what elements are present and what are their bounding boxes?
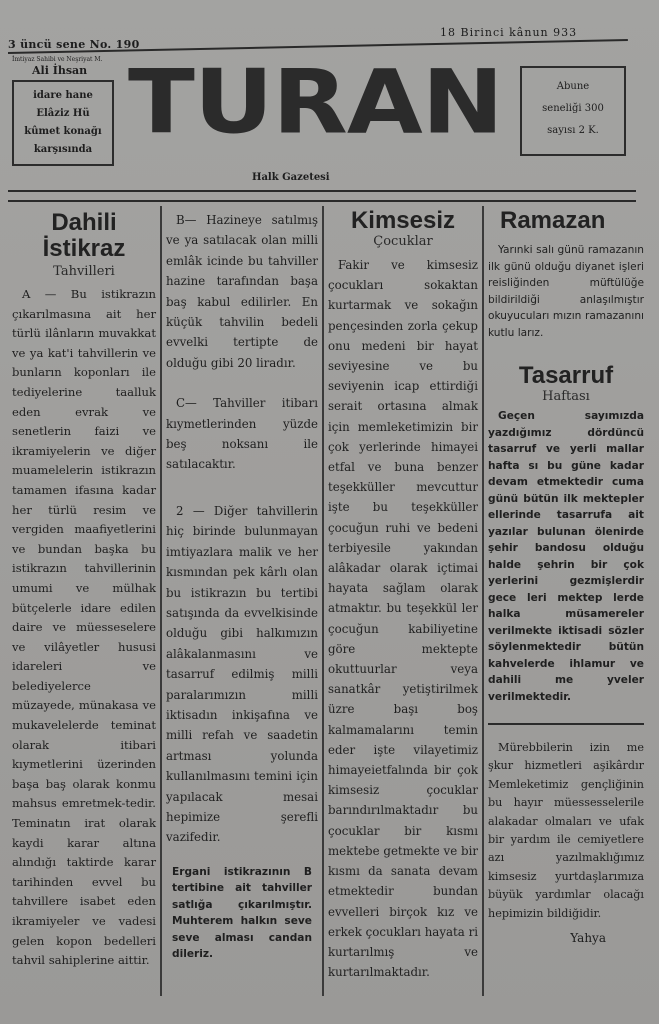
article-title: Dahili (51, 209, 117, 236)
author-signature: Yahya (570, 931, 606, 946)
paragraph: B— Hazineye satılmış ve ya satılacak olan milli emlâk icinde bu tahviller hazine tarafından başa baş kabul edilirler. En küçük tahvilin bedeli evvelki tertipte de olduğu gibi 20 liradır. (166, 213, 318, 370)
subscription-line: Abune (556, 81, 590, 92)
subscription-line: sayısı 2 K. (547, 125, 599, 136)
article-body (488, 739, 644, 923)
article-title: İstikraz (42, 235, 126, 262)
article-title: Ramazan (500, 207, 606, 234)
section-rule (488, 723, 644, 725)
paragraph: A — Bu istikrazın çıkarılmasına ait her türlü ilânların muvakkat ve ya kat'i tahvillerin ve bunların koponları ile tediyelerine taalluk eden evrak ve senetlerin faizi ve ikramiyelerin ve diğer muamelelerin istikrazın tamamen ifasına kadar her türlü resim ve vergiden maafiyetlerini ve bundan başka bu istikrazın tahvillerinin umumi ve mülhak bütçelerle idare edilen daire ve müesseselere ve vilâyetler hususi idareleri ve belediyelerce müzayede, münakasa ve mukavelelerde teminat olarak itibari kıymetlerini üzerinden başa baş olarak konmu mahsus emretmek-tedir. Teminatın irat olarak kaydi karar altına alındığı taktirde karar tarihinden evvel bu tahvillere isabet eden ikramiyeler ve vadesi gelen kopon bedelleri tahvil sahiplerine aittir. (12, 287, 156, 968)
office-line: idare hane (33, 90, 93, 101)
subscription-box (520, 66, 626, 156)
article-body (328, 255, 478, 982)
paragraph: C— Tahviller itibarı kıymetlerinden yüzde beş noksanı ile satılacaktır. (166, 396, 318, 472)
column-divider (482, 206, 484, 996)
article-subtitle: Tahvilleri (53, 264, 115, 279)
right-column (488, 208, 644, 945)
ergani-note: Ergani istikrazının B tertibine ait tahviller satlığa çıkarılmıştır. Muhterem halkın seve seve alması candan dileriz. (172, 865, 312, 961)
paragraph: 2 — Diğer tahvillerin hiç birinde bulunmayan imtiyazlara malik ve her kısmından pek kârlı olan bu istikrazın bu tertibi satışında da evvelkisinde olduğu gibi halkımızın alâkalanmasını ve tasarruf edilmiş milli paralarımızın milli iktisadın inkişafına ve milli refah ve saadetin artması yolunda kullanılmasını temini için yapılacak mesai hepimize şerefli vazifedir. (166, 503, 318, 845)
paper-subtitle: Halk Gazetesi (252, 172, 330, 183)
column-divider (160, 206, 162, 996)
article-body (488, 242, 644, 341)
article-body (488, 408, 644, 705)
office-line: kûmet konağı (24, 126, 102, 137)
paragraph: Fakir ve kimsesiz çocukları sokaktan kurtarmak ve sokağın pençesinden zorla çekup onu medeni bir hayat seviyesine ve bu seviyenin icap ettirdiği serait ortasına almak için memleketimizin bir çok yerlerinde himayei etfal ve buna benzer teşekküller mevcuttur işte bu teşekküller çocuğun ruhi ve bedeni terbiyesile yakından alâkadar olarak içtimai hayata sağlam olarak atmaktır. bu teşekkül ler çocuğun kabiliyetine göre mektepte okuttuurlar veya sanatkâr yetiştirilmek üzre başı boş kalmamalarını temin eder işte vilayetimiz himayeietfalında bir çok kimsesiz çocuklar barındırılmaktadır bu çocuklar bir kısmı mektebe getmekte ve bir kısmı da sanata devam etmektedir bundan evvelleri birçok kız ve erkek çocukları hayata ri kurtarılmış ve kurtarılmaktadır. (328, 258, 478, 980)
masthead-title: TURAN (128, 51, 503, 155)
paragraph: Mürebbilerin izin me şkur hizmetleri aşikârdır Memleketimiz gençliğinin bu hayır müessesselerile alakadar olmaları ve ufak bir yardım ile cemiyetlere azı yazılmaklığımız kimsesiz yurtdaşlarımıza büyük yardımlar olacağı hepimizin bildiğidir. (488, 741, 644, 920)
article-subtitle: Çocuklar (373, 234, 433, 249)
office-line: Elâziz Hü (36, 108, 90, 119)
header-rule-2 (8, 200, 636, 202)
column-divider (322, 206, 324, 996)
paragraph: Yarınki salı günü ramazanın ilk günü olduğu diyanet işleri reisliğinden müftülüğe bildirildiği anlaşılmıştır okuyucuları mızın ramazanını kutlu larız. (488, 244, 644, 339)
owner-label: İmtiyaz Sahibi ve Neşriyat M. (12, 56, 103, 63)
article-istikraz (12, 210, 156, 971)
issue-number: 3 üncü sene No. 190 (8, 38, 140, 51)
article-subtitle: Haftası (542, 389, 590, 404)
article-kimsesiz (328, 208, 478, 982)
article-body (166, 210, 318, 848)
article-title: Kimsesiz (350, 207, 456, 234)
paragraph: Geçen sayımızda yazdığımız dördüncü tasarruf ve yerli mallar hafta sı bu güne kadar devam etmektedir cuma günü bütün ilk mektepler ellerinde tasarrufa ait yazılar bulunan ölenirde şehir bandosu olduğu halde şehrin bir çok yerlerini gezmişlerdir gece leri mektep lerde halka müsamereler verilmekte iktisadi sözler söylenmektedir bütün kahvelerde ihlamur ve dahili me yveler verilmektedir. (488, 410, 644, 703)
article-body (12, 285, 156, 971)
owner-name: Ali İhsan (32, 64, 88, 77)
office-address-box (12, 80, 114, 166)
article-hazine (166, 210, 318, 963)
header-rule (8, 190, 636, 192)
article-title: Tasarruf (518, 362, 614, 389)
office-line: karşısında (33, 144, 93, 155)
subscription-line: seneliği 300 (542, 103, 604, 114)
issue-date: 18 Birinci kânun 933 (440, 26, 578, 39)
